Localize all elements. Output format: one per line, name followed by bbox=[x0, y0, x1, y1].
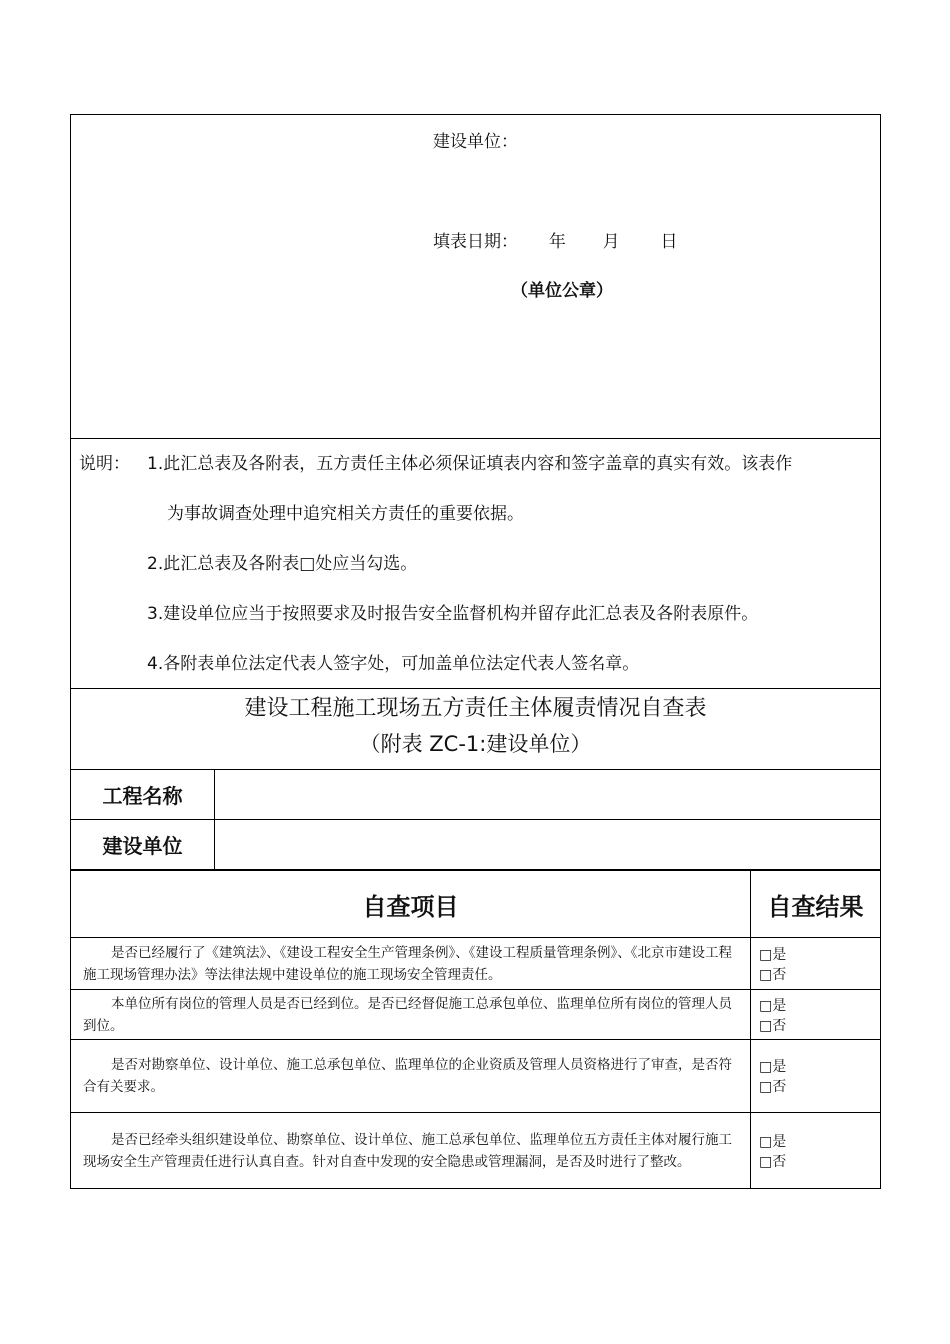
form-subtitle: （附表 ZC-1:建设单位） bbox=[359, 732, 592, 756]
unit-row bbox=[71, 820, 881, 870]
note-2: 2.此汇总表及各附表□处应当勾选。 bbox=[147, 554, 418, 574]
note-1-continued: 为事故调查处理中追究相关方责任的重要依据。 bbox=[167, 504, 524, 524]
check-result-cell bbox=[751, 1113, 881, 1189]
form-title: 建设工程施工现场五方责任主体履责情况自查表 bbox=[244, 696, 707, 721]
date-label: 填表日期： bbox=[433, 232, 518, 252]
notes-block bbox=[70, 438, 881, 688]
project-name-row bbox=[71, 770, 881, 820]
table-row bbox=[71, 938, 881, 990]
check-result-cell bbox=[751, 1040, 881, 1113]
project-name-label: 工程名称 bbox=[71, 770, 215, 820]
notes-prefix: 说明： bbox=[79, 454, 130, 474]
check-item-text: 是否已经履行了《建筑法》、《建设工程安全生产管理条例》、《建设工程质量管理条例》、《北京市建设工程施工现场管理办法》等法律法规中建设单位的施工现场安全管理责任。 bbox=[71, 938, 751, 990]
no-checkbox[interactable]: □否 bbox=[759, 1017, 787, 1034]
check-item-text: 是否对勘察单位、设计单位、施工总承包单位、监理单位的企业资质及管理人员资格进行了审查，是否符合有关要求。 bbox=[71, 1040, 751, 1113]
project-name-field[interactable] bbox=[215, 770, 881, 820]
project-info-table bbox=[70, 769, 881, 870]
yes-checkbox[interactable]: □是 bbox=[759, 946, 787, 963]
table-row bbox=[71, 1113, 881, 1189]
unit-name-label: 建设单位 bbox=[71, 820, 215, 870]
unit-stamp-label: （单位公章） bbox=[511, 281, 613, 301]
check-result-cell bbox=[751, 938, 881, 990]
check-item-text: 是否已经牵头组织建设单位、勘察单位、设计单位、施工总承包单位、监理单位五方责任主体对履行施工现场安全生产管理责任进行认真自查。针对自查中发现的安全隐患或管理漏洞，是否及时进行了整改。 bbox=[71, 1113, 751, 1189]
table-row bbox=[71, 990, 881, 1040]
fill-date bbox=[433, 227, 677, 252]
no-checkbox[interactable]: □否 bbox=[759, 1153, 787, 1170]
check-item-text: 本单位所有岗位的管理人员是否已经到位。是否已经督促施工总承包单位、监理单位所有岗位的管理人员到位。 bbox=[71, 990, 751, 1040]
no-checkbox[interactable]: □否 bbox=[759, 966, 787, 983]
table-row bbox=[71, 1040, 881, 1113]
checklist-table bbox=[70, 870, 881, 1189]
note-4: 4.各附表单位法定代表人签字处，可加盖单位法定代表人签名章。 bbox=[147, 654, 640, 674]
unit-name-field[interactable] bbox=[215, 820, 881, 870]
document-page bbox=[70, 114, 881, 1189]
checklist-header-row bbox=[71, 871, 881, 938]
date-year: 年 bbox=[548, 232, 566, 252]
check-result-cell bbox=[751, 990, 881, 1040]
yes-checkbox[interactable]: □是 bbox=[759, 997, 787, 1014]
note-1: 1.此汇总表及各附表，五方责任主体必须保证填表内容和签字盖章的真实有效。该表作 bbox=[147, 454, 793, 474]
signature-block bbox=[70, 114, 881, 438]
yes-checkbox[interactable]: □是 bbox=[759, 1133, 787, 1150]
form-title-block bbox=[70, 688, 881, 769]
unit-label: 建设单位： bbox=[433, 132, 518, 152]
header-check-result: 自查结果 bbox=[751, 871, 881, 938]
yes-checkbox[interactable]: □是 bbox=[759, 1059, 787, 1075]
date-day: 日 bbox=[660, 232, 678, 252]
no-checkbox[interactable]: □否 bbox=[759, 1079, 787, 1095]
header-check-item: 自查项目 bbox=[71, 871, 751, 938]
note-3: 3.建设单位应当于按照要求及时报告安全监督机构并留存此汇总表及各附表原件。 bbox=[147, 604, 759, 624]
date-month: 月 bbox=[602, 232, 620, 252]
